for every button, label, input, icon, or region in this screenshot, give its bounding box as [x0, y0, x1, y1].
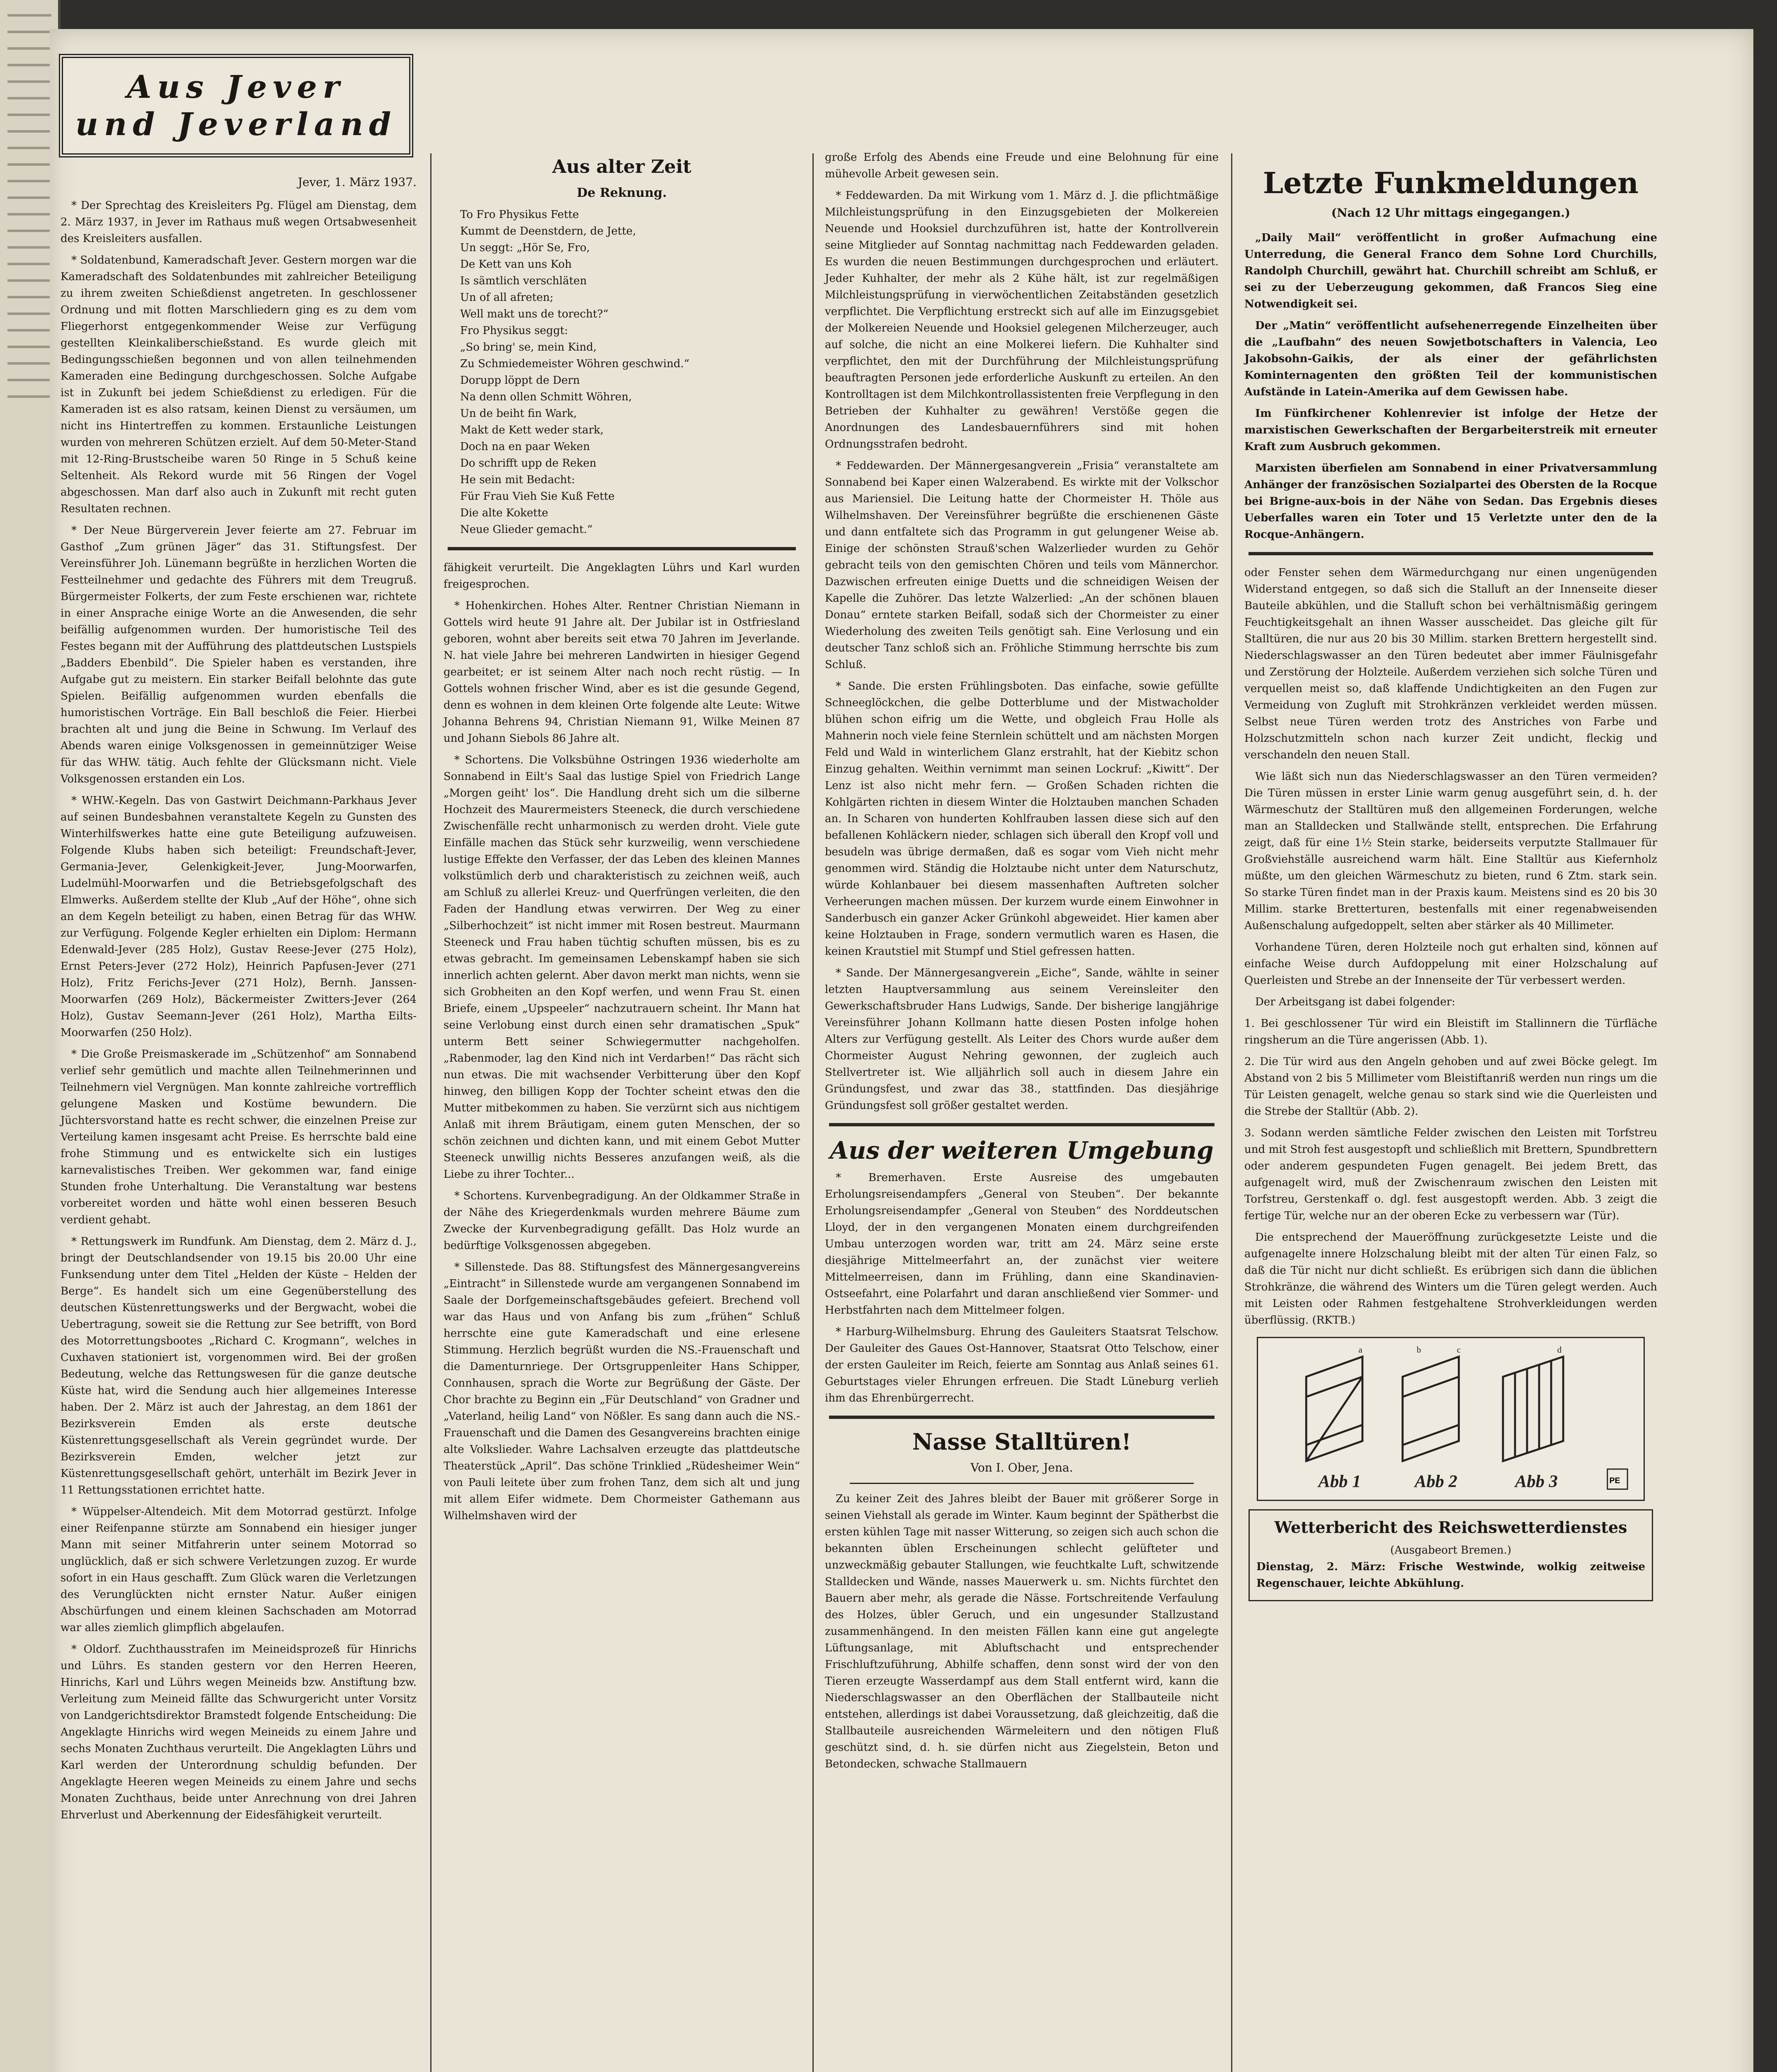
article-paragraph: * Schortens. Kurvenbegradigung. An der Oldkammer Straße in der Nähe des Kriegerdenkmals wurden mehrere Bäume zum Zwecke der Kurvenbegradigung gefällt. Das Holz wurde an bedürftige Volksgenossen abgegeben. [444, 1190, 800, 1252]
poem-line: Für Frau Vieh Sie Kuß Fette [460, 490, 615, 503]
column-rule [1231, 153, 1232, 2072]
poem-line: Na denn ollen Schmitt Wöhren, [460, 391, 632, 403]
section-divider [829, 1416, 1215, 1419]
section-title-funkmeldungen: Letzte Funkmeldungen [1263, 166, 1639, 200]
news-item: Im Fünfkirchener Kohlenrevier ist infolge der Hetze der marxistischen Gewerkschaften der Bergarbeiterstreik mit erneuter Kraft zum Ausbruch gekommen. [1244, 407, 1657, 453]
figure-label: Abb 2 [1414, 1472, 1457, 1491]
news-item: Der „Matin“ veröffentlicht aufsehenerregende Einzelheiten über die „Laufbahn“ des neuen Sowjetbotschafters in Valencia, Leo Jakobsohn-Gaikis, der als einer der gefährlichsten Kominternagenten den größten Teil der kommunistischen Aufstände in Latein-Amerika auf dem Gewissen habe. [1244, 320, 1657, 398]
article-paragraph: * Sande. Die ersten Frühlingsboten. Das einfache, sowie gefüllte Schneeglöckchen, die gelbe Dotterblume und der Mistwacholder blühen schon eifrig um die Wette, und obgleich Frau Holle als Mahnerin noch viele feine Sternlein schüttelt und am nächsten Morgen Feld und Wald in winterlichem Glanz erstrahlt, hat der Kiebitz schon Einzug gehalten. Weithin vernimmt man seinen Lockruf: „Kiwitt“. Der Lenz ist also nicht mehr fern. — Großen Schaden richten die Kohlgärten richten in diesem Winter die Holztauben manchen Schaden an. In Scharen von hunderten Kohlfrauben lassen diese sich auf den befallenen Kohläckern nieder, schlagen sich überall den Kropf voll und besudeln was übrige dermaßen, daß es sogar vom Vieh nicht mehr genommen wird. Ständig die Holztaube nicht unter dem Naturschutz, würde Kohlanbauer bei diesem massenhaften Auftreten solcher Verheerungen machen müssen. Der kurzem wurde einem Einwohner in Sanderbusch ein ganzer Acker Grünkohl abgeweidet. Hier kamen aber keine Holztauben in Frage, sondern vermutlich waren es Hasen, die keinen Krautstiel mit Stumpf und Stiel gefressen hatten. [825, 680, 1219, 958]
article-paragraph: * Harburg-Wilhelmsburg. Ehrung des Gauleiters Staatsrat Telschow. Der Gauleiter des Gaues Ost-Hannover, Staatsrat Otto Telschow, einer der ersten Gauleiter im Reich, feierte am Sonntag aus Anlaß seines 61. Geburtstages vieler Ehrungen erfreuen. Die Stadt Lüneburg verlieh ihm das Ehrenbürgerrecht. [825, 1326, 1219, 1404]
section-subtitle: (Nach 12 Uhr mittags eingegangen.) [1331, 206, 1571, 220]
column-2 [435, 153, 808, 1529]
article-paragraph: Zu keiner Zeit des Jahres bleibt der Bauer mit größerer Sorge in seinen Viehstall als gerade im Winter. Kaum beginnt der Spätherbst die ersten kühlen Tage mit nasser Witterung, so zeigen sich auch schon die bekannten üblen Erscheinungen schlecht gelüfteter und unzweckmäßig gebauter Stallungen, wie feuchtkalte Luft, schwitzende Stalldecken und Wände, nasses Mauerwerk u. sm. Nichts fürchtet den Bauern aber mehr, als gerade die Nässe. Fortschreitende Verfaulung des Holzes, übler Geruch, und ein ungesunder Stallzustand zusammenhängend. In den meisten Fällen kann eine gut angelegte Lüftungsanlage, mit Abluftschacht und entsprechender Frischluftzuführung, Abhilfe schaffen, denn sonst wird der von den Tieren erzeugte Wasserdampf aus dem Stall entfernt wird, kann die Niederschlagswasser an den Oberflächen der Stallbauteile nicht entstehen, allerdings ist dabei Voraussetzung, daß gleichzeitig, daß die Stallbauteile ausreichenden Wärmeleitern und den nötigen Fluß geschützt sind, d. h. sie dürfen nicht aus Ziegelstein, Beton und Betondecken, schwache Stallmauern [825, 1493, 1219, 1770]
masthead-line-1: Aus Jever [127, 68, 345, 105]
article-paragraph: * Der Neue Bürgerverein Jever feierte am 27. Februar im Gasthof „Zum grünen Jäger“ das 31. Stiftungsfest. Der Vereinsführer Joh. Lünemann begrüßte in herzlichen Worten die Festteilnehmer und gedachte des Führers mit dem Treugruß. Bürgermeister Folkerts, der zum Feste erschienen war, richtete in einer Ansprache einige Worte an die Anwesenden, die sehr beifällig aufgenommen wurden. Der humoristische Teil des Festes begann mit der Aufführung des plattdeutschen Lustspiels „Badders Ebenbild“. Die Spieler haben es verstanden, ihre Aufgabe gut zu meistern. Ein starker Beifall belohnte das gute Spielen. Beifällig aufgenommen wurden ebenfalls die humoristischen Vorträge. Ein Ball beschloß die Feier. Hierbei brachten alt und jung die Beine in Schwung. Im Verlauf des Abends waren einige Volksgenossen in gemeinnütziger Weise für das WHW. tätig. Auch fehlte der Glücksmann nicht. Viele Volksgenossen erstanden ein Los. [61, 524, 417, 785]
figure-letter: c [1457, 1345, 1461, 1355]
article-title-stalltueren: Nasse Stalltüren! [912, 1428, 1132, 1455]
poem-line: Well makt uns de torecht?“ [460, 308, 608, 320]
column-3 [817, 149, 1227, 1777]
article-paragraph: oder Fenster sehen dem Wärmedurchgang nur einen ungenügenden Widerstand entgegen, so daß sich die Stalluft an der Innenseite dieser Bauteile abkühlen, und die Stalluft schon bei verhältnismäßig geringem Feuchtigkeitsgehalt an ihnen Wasser ausscheidet. Das gleiche gilt für Stalltüren, die nur aus 20 bis 30 Millim. starken Brettern hergestellt sind. Niederschlagswasser an den Türen bedeutet aber immer Fäulnisgefahr und Zerstörung der Holzteile. Außerdem verziehen sich solche Türen und verquellen meist so, daß klaffende Undichtigkeiten an den Fugen zur Vermeidung von Zugluft mit Strohkränzen verkleidet werden müssen. Selbst neue Türen werden trotz des Anstriches von Farbe und Holzschutzmitteln schon nach kurzer Zeit undicht, fleckig und verschandeln den neuen Stall. [1244, 566, 1657, 761]
poem-line: De Kett van uns Koh [460, 258, 572, 271]
figure-letter: d [1557, 1345, 1562, 1355]
article-paragraph: * Feddewarden. Da mit Wirkung vom 1. März d. J. die pflichtmäßige Milchleistungsprüfung in den Einzugsgebieten der Molkereien Neuende und Hooksiel durchzuführen ist, hatte der Kontrollverein seine Mitglieder auf Sonntag nachmittag nach Feddewarden geladen. Es wurden die neuen Bestimmungen durchgesprochen und erläutert. Jeder Kuhhalter, der mehr als 2 Kühe hält, ist zur regelmäßigen Milchleistungsprüfung in vierwöchentlichen Zeitabständen gesetzlich verpflichtet. Die Verpflichtung erstreckt sich auf alle im Einzugsgebiet der Molkereien Neuende und Hooksiel gelegenen Milcherzeuger, auch auf solche, die nicht an eine Molkerei liefern. Die Kuhhalter sind verpflichtet, den mit der Durchführung der Milchleistungsprüfung beauftragten Personen jede erforderliche Auskunft zu erteilen. An den Kontrolltagen ist dem Milchkontrollassistenten freie Verpflegung in den Betrieben der Kuhhalter zu gewähren! Verstöße gegen die Anordnungen des Landesbauernführers sind mit hohen Ordnungsstrafen bedroht. [825, 189, 1219, 450]
poem-line: Un of all afreten; [460, 291, 554, 304]
poem-line: Un de beiht fin Wark, [460, 407, 577, 420]
poem-line: Do schrifft upp de Reken [460, 457, 596, 470]
news-item: Marxisten überfielen am Sonnabend in einer Privatversammlung Anhänger der französischen Sozialpartei des Obersten de la Rocque bei Brigne-aux-bois in der Nähe von Sedan. Das Ergebnis dieses Ueberfalles waren ein Toter und 15 Verletzte unter den de la Rocque-Anhängern. [1244, 462, 1657, 541]
article-paragraph: * Bremerhaven. Erste Ausreise des umgebauten Erholungsreisendampfers „General von Steuben“. Der bekannte Erholungsreisendampfer „General von Steuben“ des Norddeutschen Lloyd, der in den vergangenen Monaten einem durchgreifenden Umbau unterzogen worden war, tritt am 24. März seine erste diesjährige Mittelmeerfahrt an, der zunächst vier weitere Mittelmeerreisen, dann im Frühling, dann eine Skandinavien-Ostseefahrt, eine Polarfahrt und daran anschließend vier Sommer- und Herbstfahrten nach dem Mittelmeer folgen. [825, 1172, 1219, 1317]
section-title-surroundings: Aus der weiteren Umgebung [830, 1136, 1214, 1164]
door-diagram-svg [1258, 1338, 1644, 1500]
article-paragraph: * Die Große Preismaskerade im „Schützenhof“ am Sonnabend verlief sehr gemütlich und machte allen Teilnehmerinnen und Teilnehmern viel Vergnügen. Man konnte zahlreiche vortrefflich gelungene Masken und Kostüme bewundern. Die Jüchtersvorstand hatte es recht schwer, die einzelnen Preise zur Verteilung kamen insgesamt acht Preise. Es herrschte bald eine frohe Stimmung und es entwickelte sich ein lustiges karnevalistisches Treiben. Wer gekommen war, fand einige Stunden frohe Unterhaltung. Die Veranstaltung war bestens vorbereitet worden und hätte wohl einen besseren Besuch verdient gehabt. [61, 1048, 417, 1226]
article-paragraph: Der Arbeitsgang ist dabei folgender: [1255, 996, 1455, 1008]
section-subtitle: De Reknung. [577, 186, 667, 200]
figure-label: Abb 1 [1318, 1472, 1361, 1491]
masthead-line-2: und Jeverland [75, 106, 397, 143]
poem-line: Un seggt: „Hör Se, Fro, [460, 242, 590, 254]
section-divider [1249, 552, 1653, 555]
article-paragraph: * WHW.-Kegeln. Das von Gastwirt Deichmann-Parkhaus Jever auf seinen Bundesbahnen veranstaltete Kegeln zu Gunsten des Winterhilfswerkes hatte eine gute Beteiligung aufzuweisen. Folgende Klubs haben sich beteiligt: Freundschaft-Jever, Germania-Jever, Gelenkigkeit-Jever, Jung-Moorwarfen, Ludelmühl-Moorwarfen und die Betriebsgefolgschaft des Elmwerks. Außerdem stellte der Klub „Auf der Höhe“, ohne sich an dem Kegeln beteiligt zu haben, einen Betrag für das WHW. zur Verfügung. Folgende Kegler erhielten ein Diplom: Hermann Edenwald-Jever (285 Holz), Gustav Reese-Jever (275 Holz), Ernst Peters-Jever (272 Holz), Heinrich Papfusen-Jever (271 Holz), Fritz Ferichs-Jever (271 Holz), Bernh. Janssen-Moorwarfen (269 Holz), Bäckermeister Zwitters-Jever (264 Holz), Gustav Seemann-Jever (261 Holz), Martha Eilts-Moorwarfen (250 Holz). [61, 794, 417, 1039]
poem-line: Kummt de Deenstdern, de Jette, [460, 225, 636, 237]
poem-line: Dorupp löppt de Dern [460, 374, 580, 387]
weather-subtitle: (Ausgabeort Bremen.) [1390, 1544, 1512, 1556]
column-rule [430, 153, 432, 2072]
article-paragraph: Wie läßt sich nun das Niederschlagswasser an den Türen vermeiden? Die Türen müssen in erster Linie warm genug ausgeführt sein, d. h. der Wärmeschutz der Stalltüren muß den allgemeinen Forderungen, welche man an Stalldecken und Stallwände stellt, entsprechen. Die Erfahrung zeigt, daß für eine 1½ Stein starke, beiderseits verputzte Stallmauer für Großviehställe ausreichend warm hält. Eine Stalltür aus Kiefernholz müßte, um den gleichen Wärmeschutz zu bieten, rund 6 Ztm. stark sein. So starke Türen findet man in der Praxis kaum. Meistens sind es 20 bis 30 Millim. starke Bretterturen, bestenfalls mit einer regenabweisenden Außenschalung aufgedoppelt, selten aber stärker als 40 Millimeter. [1244, 770, 1657, 932]
section-divider [448, 547, 796, 550]
article-paragraph: * Soldatenbund, Kameradschaft Jever. Gestern morgen war die Kameradschaft des Soldatenbundes mit zahlreicher Beteiligung zu ihrem zweiten Schießdienst angetreten. In geschlossener Ordnung und mit flotten Marschliedern ging es zu dem vom Fliegerhorst entgegenkommender Weise zur Verfügung gestellten Kleinkaliberschießstand. Es wurde gleich mit Bedingungsschießen begonnen und von allen teilnehmenden Kameraden eine Bedingung durchgeschossen. Solche Aufgabe ist in Zukunft bei jedem Schießdienst zu erledigen. Für die Kameraden ist es also ratsam, keinen Dienst zu versäumen, um nicht ins Hintertreffen zu kommen. Erstaunliche Leistungen wurden von mehreren Schützen erzielt. Auf dem 50-Meter-Stand mit 12-Ring-Brustscheibe waren 50 Ringe in 5 Schuß keine Seltenheit. Als Rekord wurde mit 56 Ringen der Vogel abgeschossen. Man darf also auch in Zukunft mit recht guten Resultaten rechnen. [61, 254, 417, 515]
article-paragraph: * Hohenkirchen. Hohes Alter. Rentner Christian Niemann in Gottels wird heute 91 Jahre alt. Der Jubilar ist in Ostfriesland geboren, wohnt aber bereits seit etwa 70 Jahren im Jeverlande. N. hat viele Jahre bei mehreren Landwirten in hiesiger Gegend gearbeitet; er ist seinem Alter nach noch recht rüstig. — In Gottels wohnen frischer Wind, aber es ist die gesunde Gegend, denn es wohnen in dem kleinen Orte folgende alte Leute: Witwe Johanna Behrens 94, Christian Niemann 91, Wilke Meinen 87 und Johann Siebols 86 Jahre alt. [444, 600, 800, 745]
step-item: 1. Bei geschlossener Tür wird ein Bleistift im Stallinnern die Türfläche ringsherum an die Türe angerissen (Abb. 1). [1244, 1017, 1657, 1046]
article-paragraph: * Sande. Der Männergesangverein „Eiche“, Sande, wählte in seiner letzten Hauptversammlung aus seinem Vereinsleiter den Gewerkschaftsbruder Hans Ludwigs, Sande. Der bisherige langjährige Vereinsführer Johann Kollmann hatte diesen Posten infolge hohen Alters zur Verfügung gestellt. Als Leiter des Chors wurde außer dem Chormeister August Nehring gewonnen, der zugleich auch Stellvertreter ist. Wie alljährlich soll auch in diesem Jahre ein Gründungsfest, und zwar das 38., stattfinden. Das diesjährige Gründungsfest soll größer gestaltet werden. [825, 967, 1219, 1112]
figure-letter: b [1416, 1345, 1421, 1355]
poem-line: Makt de Kett weder stark, [460, 424, 604, 436]
figure-letter: a [1358, 1345, 1362, 1355]
poem-line: „So bring' se, mein Kind, [460, 341, 597, 353]
article-paragraph: * Wüppelser-Altendeich. Mit dem Motorrad gestürzt. Infolge einer Reifenpanne stürzte am Sonnabend ein hiesiger junger Mann mit seiner Mitfahrerin unter seinem Motorrad so unglücklich, daß er sich schwere Verletzungen zuzog. Er wurde sofort in ein Haus geschafft. Zum Glück waren die Verletzungen des Verunglückten nicht ernster Natur. Außer einigen Abschürfungen und einem kleinen Sachschaden am Motorrad war alles ziemlich glimpflich abgelaufen. [61, 1506, 417, 1634]
weather-title: Wetterbericht des Reichswetterdienstes [1274, 1518, 1627, 1537]
door-illustration [1257, 1337, 1645, 1501]
article-paragraph: * Schortens. Die Volksbühne Ostringen 1936 wiederholte am Sonnabend in Eilt's Saal das lustige Spiel von Friedrich Lange „Morgen geiht' los“. Die Handlung dreht sich um die silberne Hochzeit des Maurermeisters Steeneck, die durch verschiedene Zwischenfälle recht unharmonisch zu werden droht. Viele gute Einfälle machen das Stück sehr kurzweilig, wenn verschiedene lustige Effekte den Verfasser, der das Leben des kleinen Mannes volkstümlich derb und charakteristisch zu zeichnen weiß, auch am Schluß zu allerlei Kreuz- und Querfrüngen verleiten, die den Faden der Handlung etwas verwirren. Der Weg zu einer „Silberhochzeit“ ist nicht immer mit Rosen bestreut. Maurmann Steeneck und Frau haben tüchtig schuften müssen, bis es zu etwas gebracht. Im gemeinsamen Lebenskampf haben sie sich innerlich achten gelernt. Aber davon merkt man nichts, wenn sie sich Grobheiten an den Kopf werfen, und wenn Frau St. einen Briefe, einem „Upspeeler“ nachzutrauern scheint. Ihr Mann hat seine Verlobung einst durch einen sehr dramatischen „Spuk“ unterm Bett seiner Schwiegermutter nachgeholfen. „Rabenmoder, lag den Kind nich int Verdarben!“ Das rächt sich nun etwas. Die mit wachsender Verbitterung über den Kopf hinweg, den billigen Kopp der Tochter scheint etwas den die Mutter mitbekommen zu haben. Sie verzürnt sich aus nichtigem Anlaß mit ihrem Bräutigam, einem guten Menschen, der so schön zeichnen und dichten kann, und mit einem Gebot Mutter Steeneck unwillig nichts Besseres anzufangen weiß, als die Liebe zu ihrer Tochter... [444, 754, 800, 1181]
weather-text: Dienstag, 2. März: Frische Westwinde, wolkig zeitweise Regenschauer, leichte Abkühlung. [1256, 1561, 1645, 1590]
column-1 [50, 29, 425, 1828]
article-paragraph: * Der Sprechtag des Kreisleiters Pg. Flügel am Dienstag, dem 2. März 1937, in Jever im Rathaus muß wegen Ortsabwesenheit des Kreisleiters ausfallen. [61, 199, 417, 245]
article-paragraph: * Sillenstede. Das 88. Stiftungsfest des Männergesangvereins „Eintracht“ in Sillenstede wurde am vergangenen Sonnabend im Saale der Dorfgemeinschaftsgebäudes gefeiert. Brechend voll war das Haus und von Anfang bis zum „frühen“ Schluß herrschte eine gute Kameradschaft und eine erlesene Stimmung. Herzlich begrüßt wurden die NS.-Frauenschaft und die Damenturnriege. Der Ortsgruppenleiter Hans Schipper, Connhausen, sprach die Worte zur Begrüßung der Gäste. Der Chor brachte zu Beginn ein „Für Deutschland“ von Gradner und „Vaterland, heilig Land“ von Nößler. Es sang dann auch die NS.-Frauenschaft und die Damen des Gesangvereins brachten einige alte Volkslieder. Wahre Lachsalven erzeugte das plattdeutsche Theaterstück „April“. Das schöne Trinklied „Rüdesheimer Wein“ von Pauli leitete über zum frohen Tanz, dem sich alt und jung mit allem Eifer widmete. Dem Chormeister Gathemann aus Wilhelmshaven wird der [444, 1261, 800, 1522]
news-item: „Daily Mail“ veröffentlicht in großer Aufmachung eine Unterredung, die General Franco dem Sohne Lord Churchills, Randolph Churchill, gewährt hat. Churchill schreibt am Schluß, er sei zu der Ueberzeugung gekommen, daß Francos Sieg eine Notwendigkeit sei. [1244, 232, 1657, 310]
weather-box [1249, 1509, 1653, 1601]
poem [444, 206, 800, 538]
byline: Von I. Ober, Jena. [970, 1461, 1073, 1474]
article-paragraph: * Rettungswerk im Rundfunk. Am Dienstag, dem 2. März d. J., bringt der Deutschlandsender von 19.15 bis 20.00 Uhr eine Funksendung unter dem Titel „Helden der Küste – Helden der Berge“. Es handelt sich um eine Gegenüberstellung des deutschen Küstenrettungswerks und der Bergwacht, wobei die Uebertragung, soweit sie die Rettung zur See betrifft, von Bord des Motorrettungsbootes „Richard C. Krogmann“, welches in Cuxhaven stationiert ist, vorgenommen wird. Bei der großen Bedeutung, welche das Rettungswesen für die ganze deutsche Küste hat, wird die Sendung auch hier allgemeines Interesse haben. Der 2. März ist auch der Jahrestag, an dem 1861 der Bezirksverein Emden als erste deutsche Küstenrettungsgesellschaft als Verein gegründet wurde. Der Bezirksverein Emden, welcher jetzt zur Küstenrettungsgesellschaft gehört, unterhält im Bezirk Jever in 11 Rettungsstationen errichtet hatte. [61, 1235, 417, 1496]
article-paragraph: Vorhandene Türen, deren Holzteile noch gut erhalten sind, können auf einfache Weise durch Aufdoppelung mit einer Holzschalung auf Querleisten und Strebe an der Innenseite der Tür verbessert werden. [1244, 941, 1657, 987]
article-paragraph: große Erfolg des Abends eine Freude und eine Belohnung für eine mühevolle Arbeit gewesen sein. [825, 151, 1219, 180]
poem-line: Doch na en paar Weken [460, 441, 590, 453]
section-title: Aus alter Zeit [552, 156, 691, 177]
rule [850, 1483, 1194, 1484]
figure-label: Abb 3 [1515, 1472, 1558, 1491]
column-rule [812, 153, 814, 2072]
article-paragraph: Die entsprechend der Maueröffnung zurückgesetzte Leiste und die aufgenagelte innere Holzschalung bleibt mit der alten Tür einen Falz, so daß die Tür nicht nur dicht schließt. Es erübrigen sich dann die üblichen Strohkränze, die während des Winters um die Türen gelegt werden. Auch mit Leisten oder Rahmen festgehaltene Strohverkleidungen werden überflüssig. (RKTB.) [1244, 1231, 1657, 1326]
poem-line: To Fro Physikus Fette [460, 208, 579, 221]
poem-line: Die alte Kokette [460, 507, 548, 519]
poem-line: Fro Physikus seggt: [460, 324, 568, 337]
poem-line: He sein mit Bedacht: [460, 474, 575, 486]
step-item: 2. Die Tür wird aus den Angeln gehoben und auf zwei Böcke gelegt. Im Abstand von 2 bis 5 Millimeter vom Bleistiftanriß werden nun rings um die Tür Leisten genagelt, welche genau so stark sind wie die Querleisten und die Strebe der Stalltür (Abb. 2). [1244, 1055, 1657, 1118]
article-paragraph: fähigkeit verurteilt. Die Angeklagten Lührs und Karl wurden freigesprochen. [444, 562, 800, 591]
poem-line: Is sämtlich verschläten [460, 275, 587, 287]
newspaper-page [50, 29, 1753, 2072]
dateline: Jever, 1. März 1937. [298, 175, 417, 189]
section-masthead-box [59, 54, 413, 157]
poem-line: Zu Schmiedemeister Wöhren geschwind.“ [460, 358, 690, 370]
article-paragraph: * Feddewarden. Der Männergesangverein „Frisia“ veranstaltete am Sonnabend bei Kaper einen Walzerabend. Es wirkte mit der Volkschor aus Mariensiel. Die Leitung hatte der Chormeister H. Thöle aus Wilhelmshaven. Der Vereinsführer begrüßte die erschienenen Gäste und dann entfaltete sich das Programm in gut gelungener Weise ab. Einige der schönsten Strauß'schen Walzerlieder wurden zu Gehör gebracht teils von den gemischten Chören und teils vom Männerchor. Dazwischen erfreuten einige Duetts und die schneidigen Weisen der Kapelle die Zuhörer. Das letzte Walzerlied: „An der schönen blauen Donau“ erntete starken Beifall, sodaß sich der Chormeister zu einer Wiederholung des zweiten Teils genötigt sah. Eine Verlosung und ein deutscher Tanz schloß sich an. Fröhliche Stimmung herrschte bis zum Schluß. [825, 460, 1219, 671]
article-paragraph: * Oldorf. Zuchthausstrafen im Meineidsprozeß für Hinrichs und Lührs. Es standen gestern vor den Herren Heeren, Hinrichs, Karl und Lührs wegen Meineids bzw. Anstiftung bzw. Verleitung zum Meineid fällte das Schwurgericht unter Vorsitz von Landgerichtsdirektor Bramstedt folgende Entscheidung: Die Angeklagte Hinrichs wird wegen Meineids zu einem Jahre und sechs Monaten Zuchthaus verurteilt. Die Angeklagten Lührs und Karl werden der Unterordnung schuldig befunden. Der Angeklagte Heeren wegen Meineids zu einem Jahre und sechs Monaten Zuchthaus, beide unter Anrechnung von drei Jahren Ehrverlust und Aberkennung der Eidesfähigkeit verurteilt. [61, 1643, 417, 1821]
signature-mark: PE [1609, 1476, 1620, 1485]
section-divider [829, 1123, 1215, 1126]
step-item: 3. Sodann werden sämtliche Felder zwischen den Leisten mit Torfstreu und mit Stroh fest ausgestopft und schließlich mit Brettern, Spundbrettern oder anderem gespundeten Fugen genagelt. Bei jedem Brett, das aufgenagelt wird, muß der Zwischenraum zwischen den Leisten mit Torfstreu, Gerstenkaff o. dgl. fest ausgestopft werden. Abb. 3 zeigt die fertige Tür, welche nur an der oberen Ecke zu verbessern war (Tür). [1244, 1127, 1657, 1222]
poem-line: Neue Glieder gemacht.“ [460, 523, 593, 536]
column-4 [1235, 141, 1666, 1609]
